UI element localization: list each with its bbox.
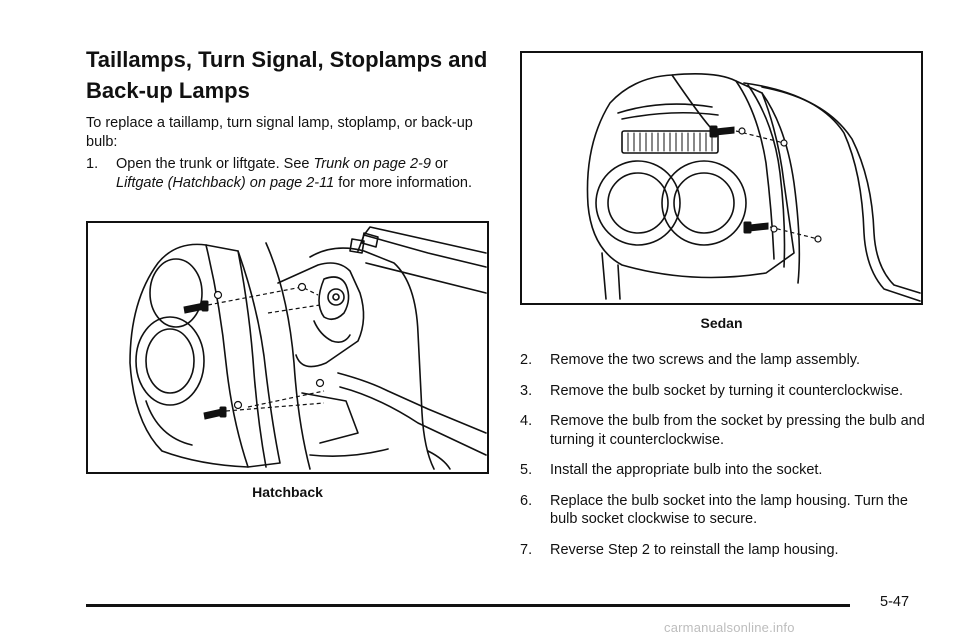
- step-text: Remove the two screws and the lamp assembly.: [550, 352, 861, 368]
- step-item: [520, 382, 925, 401]
- step-number: 2.: [520, 352, 533, 368]
- step-item: [86, 155, 486, 192]
- hatchback-illustration: [86, 221, 489, 474]
- step-number: 4.: [520, 413, 533, 429]
- step-text: Remove the bulb socket by turning it counterclockwise.: [550, 382, 904, 399]
- step-text: Install the appropriate bulb into the socket.: [550, 462, 823, 478]
- step-text: Replace the bulb socket into the lamp housing. Turn the bulb socket clockwise to secure.: [550, 492, 908, 527]
- sedan-illustration: [520, 51, 923, 305]
- page-number: 5-47: [880, 594, 910, 610]
- step-item: [520, 412, 925, 449]
- hatchback-lamp-drawing: [88, 223, 487, 472]
- footer-rule: [86, 604, 850, 607]
- step-item: [520, 461, 925, 480]
- step-text: Open the trunk or liftgate. See Trunk on page 2-9 or Liftgate (Hatchback) on page 2-11 for more information.: [116, 156, 472, 191]
- step-number: 1.: [86, 156, 99, 172]
- sedan-lamp-drawing: [522, 53, 921, 303]
- cross-reference-link[interactable]: Liftgate (Hatchback) on page 2-11: [116, 174, 335, 191]
- watermark: carmanualsonline.info: [664, 620, 795, 635]
- step-text: Remove the bulb from the socket by pressing the bulb and turning it counterclockwise.: [550, 413, 925, 448]
- step-number: 5.: [520, 462, 533, 478]
- step-item: [520, 541, 925, 560]
- step-item: [520, 351, 925, 370]
- steps-list-left: [86, 155, 486, 204]
- step-number: 7.: [520, 541, 533, 558]
- step-number: 6.: [520, 492, 533, 509]
- section-title: Taillamps, Turn Signal, Stoplamps and Back-up Lamps: [86, 47, 488, 103]
- step-text: Reverse Step 2 to reinstall the lamp housing.: [550, 541, 839, 558]
- intro-text: To replace a taillamp, turn signal lamp, stoplamp, or back-up bulb:: [86, 115, 473, 150]
- sedan-caption: Sedan: [700, 315, 743, 331]
- steps-list-right: [520, 351, 925, 571]
- hatchback-caption: Hatchback: [252, 484, 323, 500]
- step-number: 3.: [520, 382, 533, 399]
- cross-reference-link[interactable]: Trunk on page 2-9: [313, 156, 431, 172]
- step-item: [520, 492, 925, 529]
